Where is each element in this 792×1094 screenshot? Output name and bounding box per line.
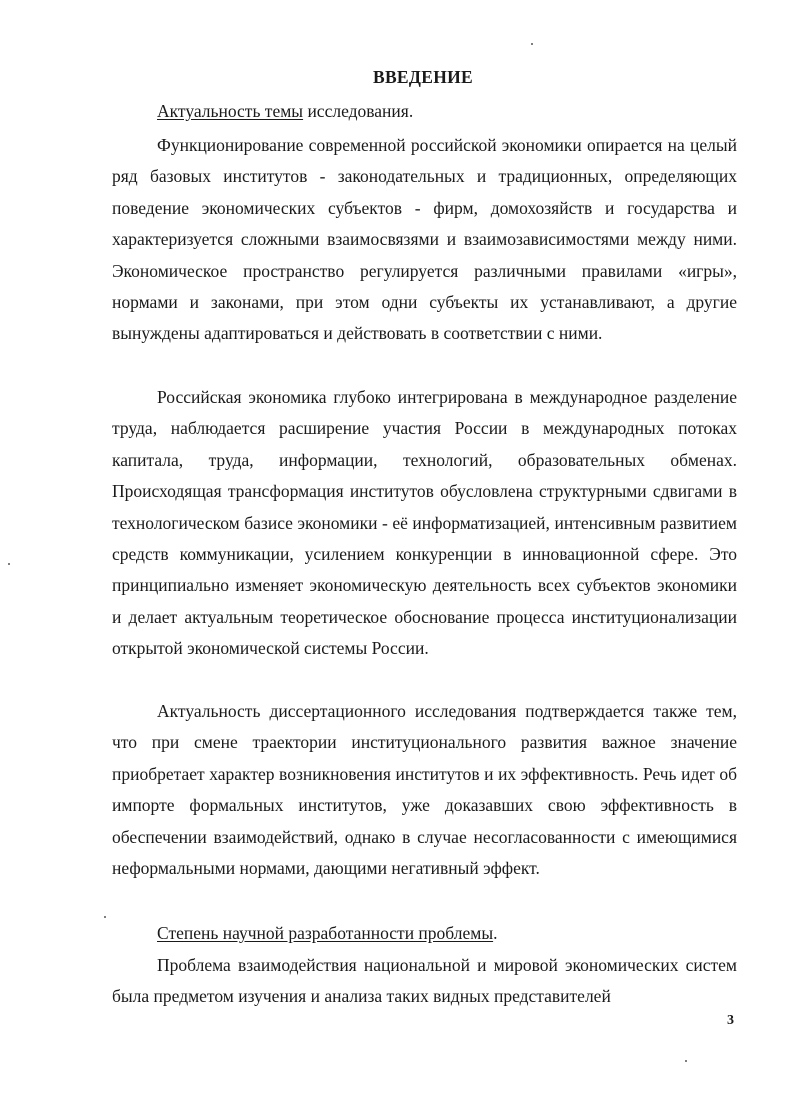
paragraph-4: Проблема взаимодействия национальной и мировой экономических систем была предметом изучения и анализа таких видных представителей (112, 955, 737, 1007)
elaboration-heading-period: . (493, 923, 498, 943)
relevance-heading-underlined: Актуальность темы (157, 101, 304, 121)
scan-speck (531, 43, 533, 45)
relevance-heading (157, 100, 413, 122)
relevance-heading-rest: исследования. (303, 101, 414, 121)
elaboration-heading-underlined: Степень научной разработанности проблемы (157, 923, 494, 943)
page-number: 3 (727, 1013, 734, 1028)
paragraph-2: Российская экономика глубоко интегрирована в международное разделение труда, наблюдается расширение участия России в международных потоках капитала, труда, информации, технологий, образовательных обменах. Происходящая трансформация институтов обусловлена структурными сдвигами в технологическом базисе экономики - её информатизацией, интенсивным развитием средств коммуникации, усилением конкуренции в инновационной сфере. Это принципиально изменяет экономическую деятельность всех субъектов экономики и делает актуальным теоретическое обоснование процесса институционализации открытой экономической системы России. (112, 387, 737, 659)
page-title: ВВЕДЕНИЕ (372, 67, 474, 87)
elaboration-heading (157, 922, 497, 944)
paragraph-1: Функционирование современной российской экономики опирается на целый ряд базовых институтов - законодательных и традиционных, определяющих поведение экономических субъектов - фирм, домохозяйств и государства и характеризуется сложными взаимосвязями и взаимозависимостями между ними. Экономическое пространство регулируется различными правилами «игры», нормами и законами, при этом одни субъекты их устанавливают, а другие вынуждены адаптироваться и действовать в соответствии с ними. (112, 135, 737, 344)
scan-speck (8, 563, 10, 565)
scan-speck (685, 1060, 687, 1062)
scan-speck (104, 916, 106, 918)
paragraph-3: Актуальность диссертационного исследования подтверждается также тем, что при смене траектории институционального развития важное значение приобретает характер возникновения институтов и их эффективность. Речь идет об импорте формальных институтов, уже доказавших свою эффективность в обеспечении взаимодействий, однако в случае несогласованности с имеющимися неформальными нормами, дающими негативный эффект. (112, 701, 737, 879)
